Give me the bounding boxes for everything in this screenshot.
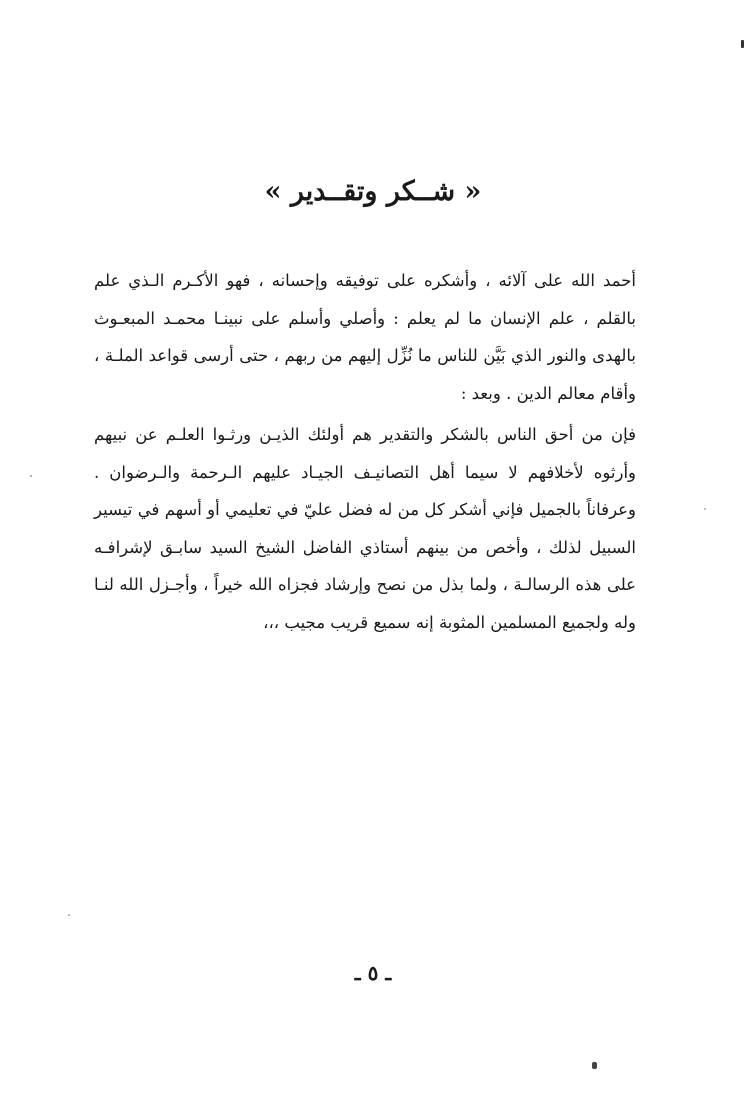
scan-speck bbox=[30, 475, 32, 477]
paragraph-thanks: فإن من أحق الناس بالشكر والتقدير هم أولئك الذيـن ورثـوا العلـم عن نبيهم وأرثوه لأخلافهم لا سيما أهل التصانيـف الجيـاد عليهم الـرحمة والـرضوان . وعرفاناً بالجميل فإني أشكر كل من له فضل عليّ في تعليمي أو أسهم في تيسير السبيل لذلك ، وأخص من بينهم أستاذي الفاضل الشيخ السيد سابـق لإشرافـه على هذه الرسالـة ، ولما بذل من نصح وإرشاد فجزاه الله خيراً ، وأجـزل الله لنـا وله ولجميع المسلمين المثوبة إنه سميع قريب مجيب ،،، bbox=[94, 425, 636, 632]
scan-speck bbox=[68, 914, 70, 916]
scan-speck bbox=[704, 508, 706, 510]
paragraph-praise: أحمد الله على آلائه ، وأشكره على توفيقه وإحسانه ، فهو الأكـرم الـذي علم بالقلم ، علم الإنسان ما لم يعلم : وأصلي وأسلم على نبينـا محمـد المبعـوث بالهدى والنور الذي بَيَّن للناس ما نُزِّل إليهم من ربهم ، حتى أرسى قواعد الملـة ، وأقام معالم الدين . وبعد : bbox=[94, 271, 636, 403]
body-text bbox=[94, 262, 636, 641]
scan-speck bbox=[741, 40, 744, 48]
page-title: « شــكر وتقــدير » bbox=[264, 176, 482, 207]
page-number: ـ ٥ ـ bbox=[354, 961, 392, 985]
scan-speck bbox=[592, 1062, 597, 1069]
